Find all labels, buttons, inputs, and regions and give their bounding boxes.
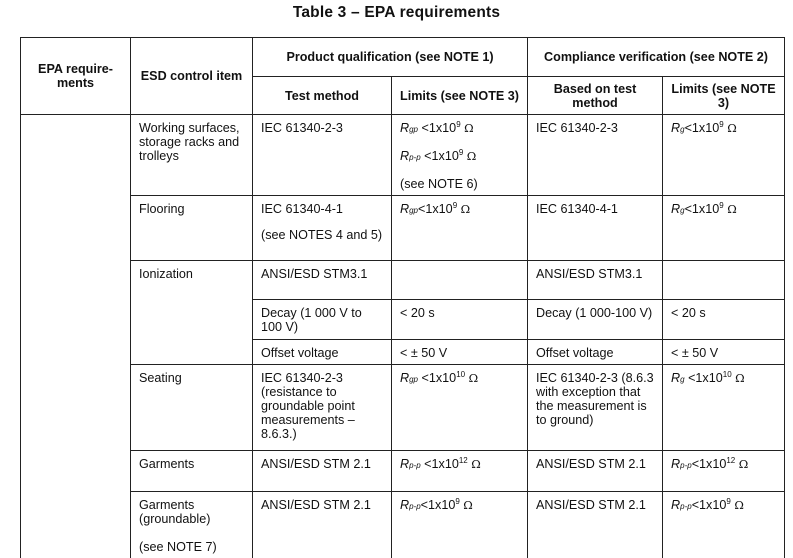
- table-row: [21, 365, 785, 451]
- header-esd-control-item: ESD control item: [131, 38, 253, 115]
- method-cell: Offset voltage: [253, 340, 392, 365]
- limit-cell: $Rg<1x10^9$ Ω: [663, 196, 785, 261]
- method-cell: Decay (1 000 V to 100 V): [253, 300, 392, 340]
- limit-cell: $Rg <1x10^{10}$ Ω: [663, 365, 785, 451]
- method-cell: IEC 61340-2-3: [528, 115, 663, 196]
- limit-cell: $Rp-p<1x10^9$ Ω: [392, 492, 528, 558]
- limit-cell: $Rp-p<1x10^{12}$ Ω: [663, 451, 785, 492]
- table-row: [21, 261, 785, 300]
- item-cell: Ionization: [131, 261, 253, 365]
- item-cell: Flooring: [131, 196, 253, 261]
- method-cell: ANSI/ESD STM 2.1: [253, 451, 392, 492]
- limit-cell: < 20 s: [663, 300, 785, 340]
- method-cell: IEC 61340-2-3: [253, 115, 392, 196]
- header-epa-requirements: EPA require-ments: [21, 38, 131, 115]
- limit-cell: < ± 50 V: [392, 340, 528, 365]
- table-row: [21, 451, 785, 492]
- method-cell: Offset voltage: [528, 340, 663, 365]
- epa-requirements-table: [20, 37, 785, 558]
- method-cell: IEC 61340-4-1 (see NOTES 4 and 5): [253, 196, 392, 261]
- item-cell: Garments: [131, 451, 253, 492]
- method-cell: Decay (1 000-100 V): [528, 300, 663, 340]
- method-cell: ANSI/ESD STM3.1: [528, 261, 663, 300]
- method-cell: ANSI/ESD STM3.1: [253, 261, 392, 300]
- limit-cell: $Rp-p<1x10^9$ Ω: [663, 492, 785, 558]
- item-cell: Seating: [131, 365, 253, 451]
- table-row: [21, 115, 785, 196]
- limit-cell: < 20 s: [392, 300, 528, 340]
- header-test-method: Test method: [253, 77, 392, 115]
- header-limits-cv: Limits (see NOTE 3): [663, 77, 785, 115]
- method-cell: IEC 61340-2-3 (8.6.3 with exception that the measurement is to ground): [528, 365, 663, 451]
- limit-cell: Rgp $<1x10^9$ Ω $Rp-p <1x10^9$ Ω (see NOTE 6): [392, 115, 528, 196]
- limit-cell: < ± 50 V: [663, 340, 785, 365]
- limit-cell: [663, 261, 785, 300]
- table-row: [21, 492, 785, 558]
- method-cell: ANSI/ESD STM 2.1: [253, 492, 392, 558]
- table-title: Table 3 – EPA requirements: [0, 4, 793, 22]
- limit-cell: $Rg<1x10^9$ Ω: [663, 115, 785, 196]
- header-limits-pq: Limits (see NOTE 3): [392, 77, 528, 115]
- limit-cell: [392, 261, 528, 300]
- limit-cell: $Rgp<1x10^9$ Ω: [392, 196, 528, 261]
- limit-cell: $Rp-p <1x10^{12}$ Ω: [392, 451, 528, 492]
- header-based-on-test-method: Based on test method: [528, 77, 663, 115]
- item-cell: Garments (groundable) (see NOTE 7): [131, 492, 253, 558]
- method-cell: IEC 61340-2-3 (resistance to groundable point measurements – 8.6.3.): [253, 365, 392, 451]
- method-cell: ANSI/ESD STM 2.1: [528, 451, 663, 492]
- item-cell: Working surfaces, storage racks and trolleys: [131, 115, 253, 196]
- method-cell: IEC 61340-4-1: [528, 196, 663, 261]
- header-compliance-verification: Compliance verification (see NOTE 2): [528, 38, 785, 77]
- limit-cell: Rgp $<1x10^{10}$ Ω: [392, 365, 528, 451]
- method-cell: ANSI/ESD STM 2.1: [528, 492, 663, 558]
- epa-requirements-cell: [21, 115, 131, 558]
- table-row: [21, 196, 785, 261]
- header-product-qualification: Product qualification (see NOTE 1): [253, 38, 528, 77]
